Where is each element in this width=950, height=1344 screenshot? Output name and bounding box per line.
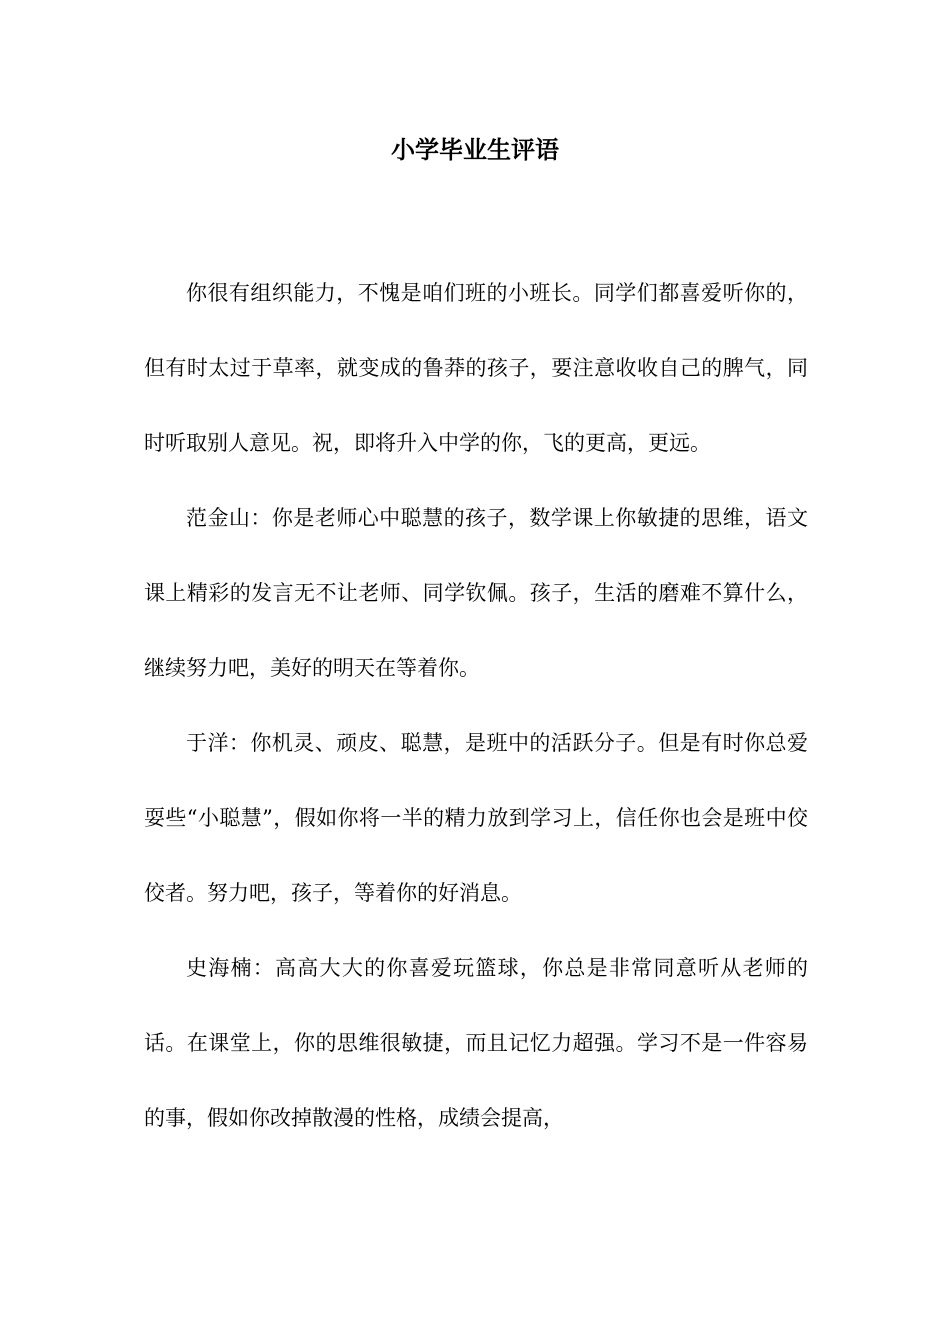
paragraph: 范金山：你是老师心中聪慧的孩子，数学课上你敏捷的思维，语文课上精彩的发言无不让老师、同学钦佩。孩子，生活的磨难不算什么，继续努力吧，美好的明天在等着你。 bbox=[144, 506, 808, 680]
document-title: 小学毕业生评语 bbox=[391, 135, 559, 164]
paragraph: 史海楠：高高大大的你喜爱玩篮球，你总是非常同意听从老师的话。在课堂上，你的思维很敏捷，而且记忆力超强。学习不是一件容易的事，假如你改掉散漫的性格，成绩会提高， bbox=[144, 956, 808, 1130]
document-body bbox=[144, 256, 808, 1156]
paragraph: 于洋：你机灵、顽皮、聪慧，是班中的活跃分子。但是有时你总爱耍些“小聪慧”，假如你将一半的精力放到学习上，信任你也会是班中佼佼者。努力吧，孩子，等着你的好消息。 bbox=[144, 731, 808, 905]
paragraph: 你很有组织能力，不愧是咱们班的小班长。同学们都喜爱听你的，但有时太过于草率，就变成的鲁莽的孩子，要注意收收自己的脾气，同时听取别人意见。祝，即将升入中学的你，飞的更高，更远。 bbox=[144, 281, 808, 455]
